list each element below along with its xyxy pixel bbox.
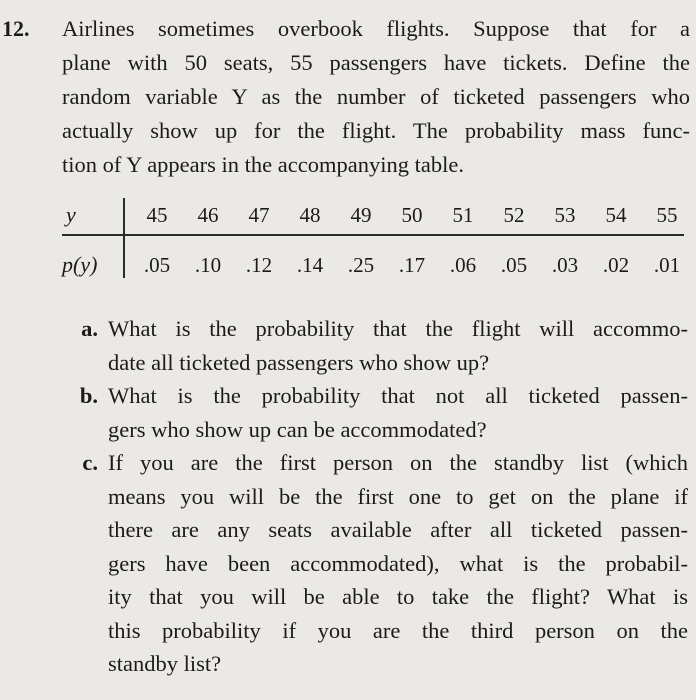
part-line: means you will be the first one to get on the plane if [108,483,688,509]
part-line: gers who show up can be accommodated? [108,416,487,442]
y-value-cell: 48 [299,203,321,227]
table-horizontal-rule [62,234,684,236]
y-value-cell: 50 [401,203,423,227]
problem-stem [62,12,690,182]
y-value-cell: 45 [146,203,168,227]
y-value-cell: 49 [350,203,372,227]
part-line: date all ticketed passengers who show up? [108,349,490,375]
p-value-cell: .06 [449,253,477,277]
stem-line: Airlines sometimes overbook flights. Suppose that for a [62,16,690,41]
p-value-cell: .01 [653,253,681,277]
p-value-cell: .05 [500,253,528,277]
table-vertical-rule [123,198,125,278]
y-value-cell: 46 [197,203,219,227]
y-value-cell: 53 [554,203,576,227]
p-value-cell: .05 [143,253,171,277]
part-line: gers have been accommodated), what is the probabil- [108,550,688,576]
part-line: If you are the first person on the standby list (which [108,450,688,475]
p-value-cell: .03 [551,253,579,277]
part-label: b. [79,383,98,408]
y-value-cell: 54 [605,203,627,227]
y-value-cell: 47 [248,203,270,227]
p-value-cell: .10 [194,253,222,277]
part-label: c. [82,450,98,475]
pmf-table [62,196,684,284]
part-label: a. [81,316,98,341]
problem-number: 12. [2,16,30,41]
y-value-cell: 55 [656,203,678,227]
stem-line: tion of Y appears in the accompanying table. [62,152,464,177]
p-value-cell: .25 [347,253,375,277]
y-value-cell: 52 [503,203,525,227]
y-value-cell: 51 [452,203,474,227]
row-label-p: p(y) [62,252,98,277]
part-c [62,446,688,681]
stem-line: actually show up for the flight. The probability mass func- [62,118,690,143]
p-value-cell: .17 [398,253,426,277]
part-line: standby list? [108,651,222,676]
part-line: ity that you will be able to take the flight? What is [108,584,688,609]
part-b [62,379,688,446]
part-line: What is the probability that the flight will accommo- [108,316,688,341]
question-parts [62,312,688,681]
part-line: this probability if you are the third person on the [108,617,688,643]
p-value-cell: .12 [245,253,273,277]
part-line: What is the probability that not all ticketed passen- [108,383,688,408]
part-a [62,312,688,379]
part-line: there are any seats available after all ticketed passen- [108,517,688,542]
row-label-y: y [66,202,76,227]
p-value-cell: .14 [296,253,324,277]
stem-line: plane with 50 seats, 55 passengers have tickets. Define the [62,50,690,75]
stem-line: random variable Y as the number of ticketed passengers who [62,84,690,109]
p-value-cell: .02 [602,253,630,277]
